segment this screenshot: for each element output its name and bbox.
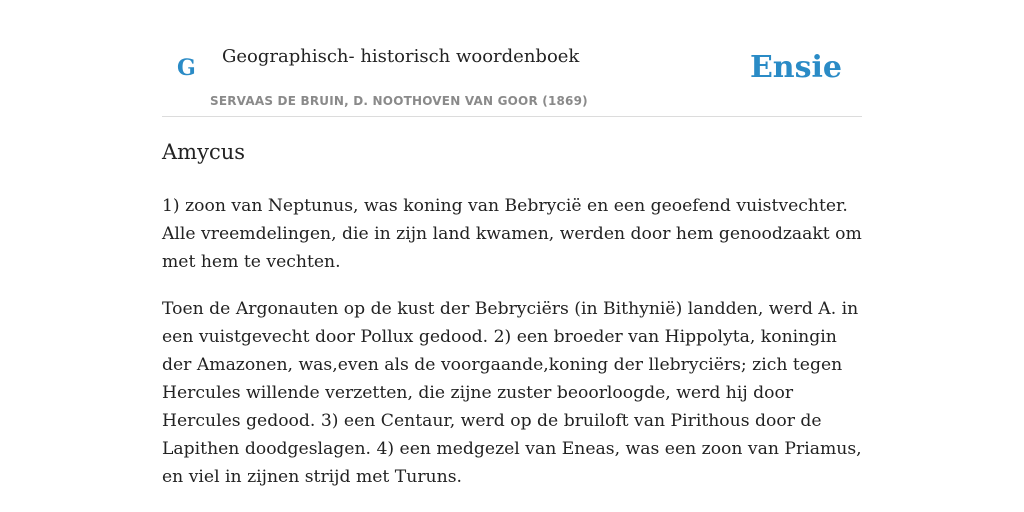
ensie-logo-link[interactable]: Ensie	[749, 50, 842, 85]
book-header	[162, 0, 862, 117]
entry-body	[162, 192, 862, 510]
book-author: SERVAAS DE BRUIN, D. NOOTHOVEN VAN GOOR (1869)	[210, 94, 588, 108]
entry-title: Amycus	[162, 140, 246, 164]
entry-paragraph: 1) zoon van Neptunus, was koning van Bebrycië en een geoefend vuistvechter. Alle vreemdelingen, die in zijn land kwamen, werden door hem genoodzaakt om met hem te vechten.	[162, 196, 862, 272]
book-title-link[interactable]: Geographisch- historisch woordenboek	[222, 46, 580, 67]
entry-paragraph: Toen de Argonauten op de kust der Bebryciërs (in Bithynië) landden, werd A. in een vuistgevecht door Pollux gedood. 2) een broeder van Hippolyta, koningin der Amazonen, was,even als de voorgaande,koning der llebryciërs; zich tegen Hercules willende verzetten, die zijne zuster beoorloogde, werd hij door Hercules gedood. 3) een Centaur, werd op de bruiloft van Pirithous door de Lapithen doodgeslagen. 4) een medgezel van Eneas, was een zoon van Priamus, en viel in zijnen strijd met Turuns.	[162, 299, 862, 487]
book-letter-icon: G	[177, 55, 196, 81]
article-page	[162, 0, 862, 512]
